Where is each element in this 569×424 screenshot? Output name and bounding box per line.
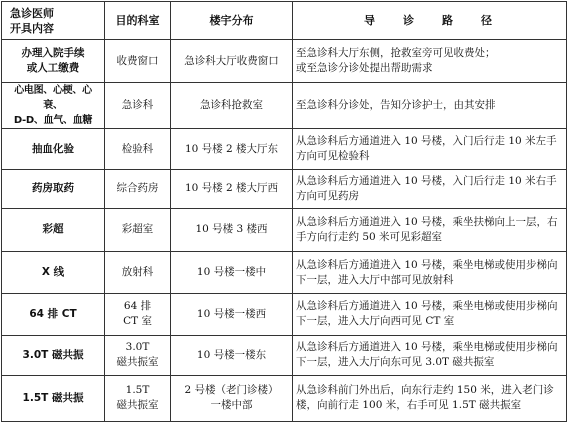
header-building: 楼宇分布 [171, 2, 293, 40]
table-row [2, 83, 567, 129]
cell-path: 至急诊科大厅东侧，抢救室旁可见收费处； 或至急诊分诊处提出帮助需求 [293, 40, 567, 83]
header-path: 导诊路径 [293, 2, 567, 40]
cell-building: 2 号楼（老门诊楼） 一楼中部 [171, 375, 293, 421]
cell-dept: 检验科 [105, 129, 171, 169]
cell-dept: 64 排 CT 室 [105, 294, 171, 335]
cell-dept: 1.5T 磁共振室 [105, 375, 171, 421]
cell-dept: 综合药房 [105, 169, 171, 208]
triage-guide-table [1, 1, 567, 422]
cell-content: 药房取药 [2, 169, 105, 208]
cell-building: 急诊科抢救室 [171, 83, 293, 129]
cell-content: 彩超 [2, 208, 105, 251]
table-row [2, 294, 567, 335]
header-row [2, 2, 567, 40]
cell-building: 10 号楼 3 楼西 [171, 208, 293, 251]
cell-dept: 放射科 [105, 252, 171, 294]
cell-content: 抽血化验 [2, 129, 105, 169]
cell-building: 10 号楼一楼西 [171, 294, 293, 335]
guide-table-container [1, 1, 567, 422]
cell-dept: 急诊科 [105, 83, 171, 129]
table-row [2, 335, 567, 375]
cell-content: 1.5T 磁共振 [2, 375, 105, 421]
cell-path: 从急诊科后方通道进入 10 号楼，乘坐扶梯向上一层，右手方向行走约 50 米可见彩超室 [293, 208, 567, 251]
table-row [2, 129, 567, 169]
table-row [2, 169, 567, 208]
cell-path: 从急诊科后方通道进入 10 号楼，乘坐电梯或使用步梯向下一层，进入大厅向西可见 CT 室 [293, 294, 567, 335]
table-row [2, 40, 567, 83]
cell-building: 急诊科大厅收费窗口 [171, 40, 293, 83]
header-content: 急诊医师 开具内容 [2, 2, 105, 40]
cell-dept: 3.0T 磁共振室 [105, 335, 171, 375]
table-row [2, 252, 567, 294]
cell-path: 从急诊科前门外出后，向东行走约 150 米，进入老门诊楼，向前行走 100 米，右手可见 1.5T 磁共振室 [293, 375, 567, 421]
table-row [2, 375, 567, 421]
cell-building: 10 号楼一楼东 [171, 335, 293, 375]
table-row [2, 208, 567, 251]
cell-path: 从急诊科后方通道进入 10 号楼，乘坐电梯或使用步梯向下一层，进入大厅中部可见放射科 [293, 252, 567, 294]
cell-content: 办理入院手续 或人工缴费 [2, 40, 105, 83]
cell-content: X 线 [2, 252, 105, 294]
cell-dept: 彩超室 [105, 208, 171, 251]
header-dept: 目的科室 [105, 2, 171, 40]
cell-content: 3.0T 磁共振 [2, 335, 105, 375]
cell-content: 64 排 CT [2, 294, 105, 335]
cell-path: 从急诊科后方通道进入 10 号楼，入门后行走 10 米右手方向可见药房 [293, 169, 567, 208]
cell-dept: 收费窗口 [105, 40, 171, 83]
cell-path: 从急诊科后方通道进入 10 号楼，乘坐电梯或使用步梯向下一层，进入大厅向东可见 3.0T 磁共振室 [293, 335, 567, 375]
cell-building: 10 号楼一楼中 [171, 252, 293, 294]
cell-path: 至急诊科分诊处，告知分诊护士，由其安排 [293, 83, 567, 129]
cell-path: 从急诊科后方通道进入 10 号楼，入门后行走 10 米左手方向可见检验科 [293, 129, 567, 169]
cell-building: 10 号楼 2 楼大厅西 [171, 169, 293, 208]
cell-content: 心电图、心梗、心衰、 D-D、血气、血糖 [2, 83, 105, 129]
cell-building: 10 号楼 2 楼大厅东 [171, 129, 293, 169]
